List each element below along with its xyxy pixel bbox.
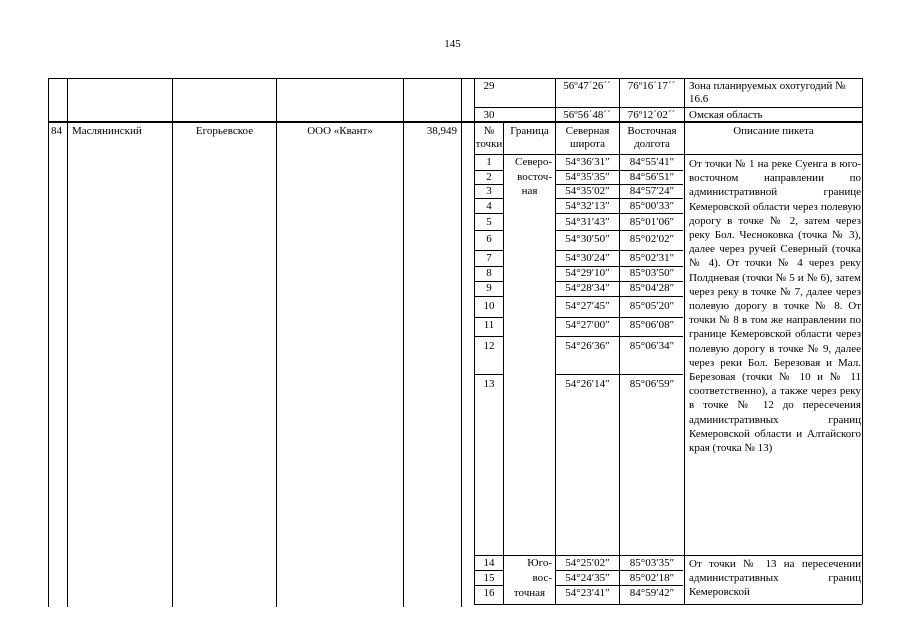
top-row-num: 30 (483, 109, 495, 121)
point-lat: 54°30′24″ (565, 252, 610, 264)
point-lat: 54°35′35″ (565, 171, 610, 183)
top-row-lon: 76º16´17´´ (627, 80, 676, 92)
point-num: 1 (486, 156, 492, 168)
point-num: 8 (486, 267, 492, 279)
border-label: точная (513, 587, 546, 599)
point-lon: 85°06′59″ (629, 378, 675, 390)
point-lat: 54°27′00″ (565, 319, 610, 331)
point-num: 13 (483, 378, 495, 390)
header-point-number: № точки (475, 125, 503, 150)
point-lat: 54°29′10″ (565, 267, 610, 279)
point-lat: 54°28′34″ (565, 282, 610, 294)
record-organization: ООО «Квант» (307, 125, 373, 137)
point-lat: 54°25′02″ (565, 557, 610, 569)
top-row-lat: 56º47´26´´ (563, 80, 611, 92)
point-lat: 54°30′50″ (565, 233, 610, 245)
point-lat: 54°26′36″ (565, 340, 610, 352)
point-lon: 85°02′02″ (629, 233, 675, 245)
point-lon: 85°03′50″ (629, 267, 675, 279)
top-row-num: 29 (483, 80, 495, 92)
page-number: 145 (444, 38, 461, 50)
point-lon: 85°04′28″ (629, 282, 675, 294)
point-num: 9 (486, 282, 492, 294)
point-lon: 85°02′31″ (629, 252, 675, 264)
point-lon: 84°59′42″ (629, 587, 675, 599)
point-lon: 85°06′34″ (629, 340, 675, 352)
point-num: 6 (486, 233, 492, 245)
point-lon: 85°05′20″ (629, 300, 675, 312)
top-row-desc: Омская область (689, 109, 763, 121)
record-area-value: 38,949 (426, 125, 457, 137)
point-lon: 85°01′06″ (629, 216, 675, 228)
point-lon: 85°06′08″ (629, 319, 675, 331)
point-num: 12 (483, 340, 495, 352)
point-lon: 84°55′41″ (629, 156, 675, 168)
point-description: От точки № 1 на реке Суенга в юго-восточном направлении по административной границе Кемеровской области через полевую дорогу в точке № 2, затем через реку Бол. Чесноковка (точка № 3), далее через ручей Северный (точка № 4). От точки № 4 через реку Полдневая (точки № 5 и № 6), затем через реку в точке № 7, далее через полевую дорогу в точке № 8. От точки № 8 в том же направлении по границе Кемеровской области через полевую дорогу в точке № 9, далее через реки Бол. Березовая и Мал. Березовая (точки № 10 и № 11 соответственно), а также через реку в точке № 12 до пересечения административных границ Кемеровской области и Алтайского края (точка № 13) (689, 158, 861, 455)
border-label: восточ- (517, 171, 552, 183)
point-lon: 84°57′24″ (629, 185, 675, 197)
header-longitude: Восточная долгота (627, 125, 677, 150)
point-lon: 85°00′33″ (629, 200, 675, 212)
point-num: 11 (483, 319, 495, 331)
point-num: 4 (486, 200, 492, 212)
point-num: 10 (483, 300, 495, 312)
point-description: От точки № 13 на пересечении административных границ Кемеровской (689, 558, 861, 599)
record-district: Маслянинский (72, 125, 142, 137)
point-num: 2 (486, 171, 492, 183)
top-row-lat: 56º56´48´´ (563, 109, 611, 121)
point-num: 5 (486, 216, 492, 228)
point-num: 14 (483, 557, 495, 569)
point-lat: 54°24′35″ (565, 572, 610, 584)
point-lat: 54°23′41″ (565, 587, 610, 599)
border-label: ная (521, 185, 538, 197)
point-lat: 54°36′31″ (565, 156, 610, 168)
point-lat: 54°32′13″ (565, 200, 610, 212)
point-num: 3 (486, 185, 492, 197)
point-lon: 85°03′35″ (629, 557, 675, 569)
point-lon: 84°56′51″ (629, 171, 675, 183)
border-label: Северо- (514, 156, 552, 168)
header-latitude: Северная широта (565, 125, 610, 150)
top-row-lon: 76º12´02´´ (627, 109, 676, 121)
record-area-name: Егорьевское (195, 125, 254, 137)
record-index: 84 (51, 125, 62, 137)
header-description: Описание пикета (733, 125, 814, 137)
point-lat: 54°31′43″ (565, 216, 610, 228)
point-lat: 54°27′45″ (565, 300, 610, 312)
point-num: 15 (483, 572, 495, 584)
border-label: Юго- (527, 557, 552, 569)
point-lat: 54°26′14″ (565, 378, 610, 390)
border-label: вос- (532, 572, 552, 584)
header-border: Граница (510, 125, 549, 137)
top-row-desc: Зона планируемых охотугодий № 16.6 (689, 80, 846, 105)
point-num: 7 (486, 252, 492, 264)
point-lon: 85°02′18″ (629, 572, 675, 584)
point-num: 16 (483, 587, 495, 599)
point-lat: 54°35′02″ (565, 185, 610, 197)
